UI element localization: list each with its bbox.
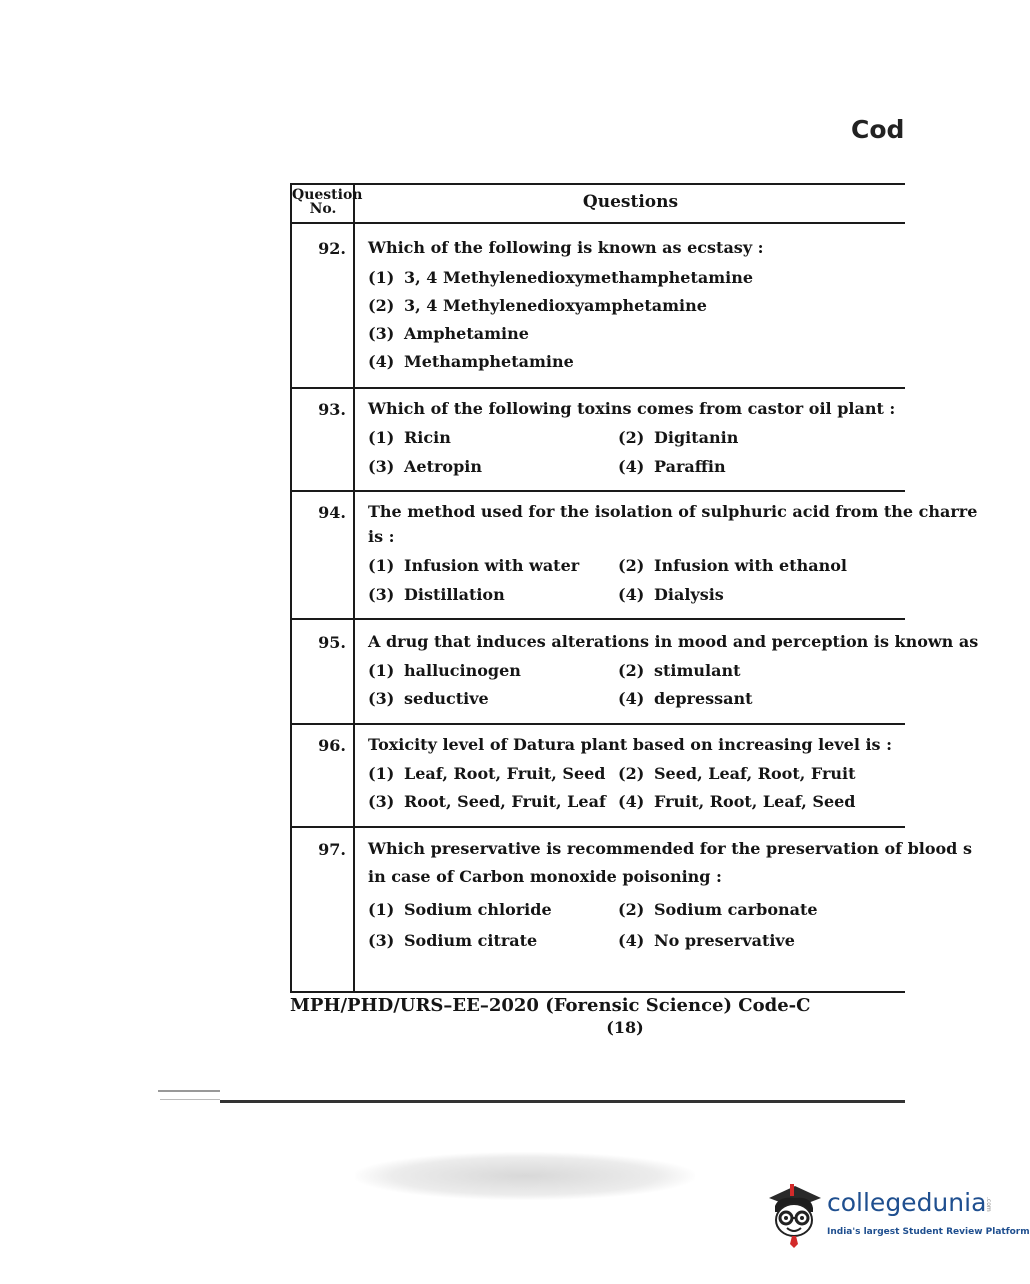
scan-halftone-smudge xyxy=(355,1152,695,1200)
option-2: (2) 3, 4 Methylenedioxyamphetamine xyxy=(368,296,707,315)
option-1: (1) Infusion with water xyxy=(368,556,580,575)
question-number: 97. xyxy=(318,840,346,859)
option-4: (4) Methamphetamine xyxy=(368,352,574,371)
exam-code-footer: MPH/PHD/URS–EE–2020 (Forensic Science) Code-C xyxy=(290,995,811,1016)
option-1: (1) Sodium chloride xyxy=(368,900,552,919)
question-text: A drug that induces alterations in mood and perception is known as xyxy=(368,632,979,651)
scan-margin-mark xyxy=(160,1099,220,1100)
option-3: (3) seductive xyxy=(368,689,489,708)
page-bottom-rule xyxy=(220,1100,905,1103)
graduate-mascot-icon xyxy=(765,1178,823,1248)
scan-margin-mark xyxy=(158,1090,220,1092)
collegedunia-logo[interactable] xyxy=(765,1178,1030,1258)
logo-wordmark: collegedunia xyxy=(827,1188,987,1217)
table-column-divider xyxy=(353,183,355,993)
page-number: (18) xyxy=(606,1018,644,1037)
code-heading: Cod xyxy=(851,115,905,144)
logo-tld: .com xyxy=(985,1197,992,1212)
question-text: Which preservative is recommended for the preservation of blood s xyxy=(368,839,972,858)
row-divider xyxy=(290,618,905,620)
option-1: (1) Leaf, Root, Fruit, Seed xyxy=(368,764,606,783)
option-2: (2) Sodium carbonate xyxy=(618,900,818,919)
option-2: (2) stimulant xyxy=(618,661,741,680)
logo-tagline: India's largest Student Review Platform xyxy=(827,1227,1030,1237)
question-number: 95. xyxy=(318,633,346,652)
question-text-continued: is : xyxy=(368,527,395,546)
question-number: 96. xyxy=(318,736,346,755)
header-questions: Questions xyxy=(582,192,679,212)
question-table xyxy=(290,183,979,993)
option-1: (1) hallucinogen xyxy=(368,661,521,680)
option-4: (4) depressant xyxy=(618,689,753,708)
row-divider xyxy=(290,723,905,725)
option-1: (1) 3, 4 Methylenedioxymethamphetamine xyxy=(368,268,754,287)
option-4: (4) Dialysis xyxy=(618,585,724,604)
header-question-no xyxy=(292,187,363,217)
option-3: (3) Distillation xyxy=(368,585,505,604)
header-question-no-line2: No. xyxy=(309,201,337,217)
option-4: (4) Fruit, Root, Leaf, Seed xyxy=(618,792,856,811)
question-text: Which of the following toxins comes from castor oil plant : xyxy=(368,399,896,418)
row-divider xyxy=(290,826,905,828)
table-top-border xyxy=(290,183,905,185)
question-number: 92. xyxy=(318,239,346,258)
question-text-continued: in case of Carbon monoxide poisoning : xyxy=(368,867,722,886)
table-bottom-border xyxy=(290,991,905,993)
option-3: (3) Aetropin xyxy=(368,457,482,476)
option-4: (4) Paraffin xyxy=(618,457,726,476)
question-text: The method used for the isolation of sulphuric acid from the charre xyxy=(368,502,978,521)
option-3: (3) Sodium citrate xyxy=(368,931,538,950)
option-2: (2) Digitanin xyxy=(618,428,739,447)
option-3: (3) Root, Seed, Fruit, Leaf xyxy=(368,792,606,811)
question-number: 94. xyxy=(318,503,346,522)
question-number: 93. xyxy=(318,400,346,419)
option-2: (2) Seed, Leaf, Root, Fruit xyxy=(618,764,856,783)
option-4: (4) No preservative xyxy=(618,931,795,950)
question-text: Which of the following is known as ecstasy : xyxy=(368,238,764,257)
option-2: (2) Infusion with ethanol xyxy=(618,556,847,575)
header-question-no-line1: Question xyxy=(292,187,363,203)
option-3: (3) Amphetamine xyxy=(368,324,529,343)
row-divider xyxy=(290,387,905,389)
option-1: (1) Ricin xyxy=(368,428,451,447)
table-header-border xyxy=(290,222,905,224)
question-text: Toxicity level of Datura plant based on increasing level is : xyxy=(368,735,893,754)
table-left-border xyxy=(290,183,292,993)
row-divider xyxy=(290,490,905,492)
